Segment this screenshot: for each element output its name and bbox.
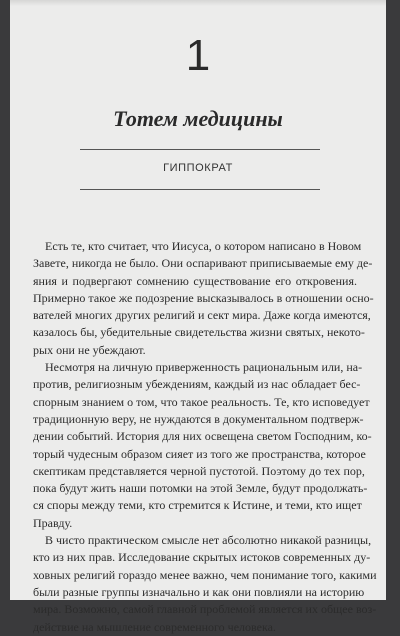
- text-line: яния и подвергают сомнению существование его откровения.: [33, 273, 357, 288]
- text-line: Примерно такое же подозрение высказывалось в отношении осно-: [33, 290, 374, 305]
- text-line: действие на мышление современного человека.: [33, 619, 276, 634]
- text-line: против, религиозным убеждениям, каждый из нас обладает бес-: [33, 377, 361, 392]
- epigraph: ГИППОКРАТ: [163, 162, 233, 174]
- paragraph: [33, 238, 374, 359]
- text-line: ховных религий гораздо менее важно, чем понимание того, какими: [33, 567, 377, 582]
- text-line: Несмотря на личную приверженность рациональным или, на-: [45, 360, 363, 375]
- text-line: дении событий. История для них освещена светом Господним, ко-: [33, 429, 372, 444]
- text-line: казалось бы, убедительные свидетельства жизни святых, некото-: [33, 325, 365, 340]
- text-line: рых они не убеждают.: [33, 342, 146, 357]
- chapter-number: 1: [185, 31, 211, 80]
- text-line: ся споры между теми, кто стремится к Истине, и теми, кто ищет: [33, 498, 362, 513]
- book-page: [10, 0, 386, 634]
- text-line: В чисто практическом смысле нет абсолютно никакой разницы,: [45, 533, 372, 548]
- text-line: спорным знанием о том, что такое реальность. Те, кто исповедует: [33, 394, 370, 409]
- text-line: вателей многих других религий и сект мира. Даже когда имеются,: [33, 308, 371, 323]
- text-line: скептикам представляется черной пустотой. Поэтому до тех пор,: [33, 463, 365, 478]
- chapter-body-text: [33, 238, 377, 636]
- text-line: Правду.: [33, 515, 73, 530]
- epigraph-rule-bottom: [80, 189, 320, 190]
- text-line: кто из них прав. Исследование скрытых истоков современных ду-: [33, 550, 371, 565]
- page-top-shade: [10, 0, 386, 6]
- paragraph: [33, 359, 372, 532]
- epigraph-rule-top: [80, 149, 320, 150]
- text-line: были разные группы изначально и как они повлияли на историю: [33, 584, 365, 599]
- text-line: пока будут жить наши потомки на этой Земле, будут продолжать-: [33, 481, 368, 496]
- text-line: мира. Возможно, самой главной проблемой является их общее воз-: [33, 602, 377, 617]
- text-line: Завете, никогда не было. Они оспаривают приписываемые ему де-: [33, 256, 373, 271]
- chapter-title: Тотем медицины: [113, 106, 283, 131]
- paragraph: [33, 532, 377, 636]
- text-line: Есть те, кто считает, что Иисуса, о котором написано в Новом: [45, 239, 362, 253]
- text-line: традиционную веру, не нуждаются в документальном подтверж-: [33, 411, 364, 426]
- text-line: торый чудесным образом сияет из того же пространства, которое: [33, 446, 366, 461]
